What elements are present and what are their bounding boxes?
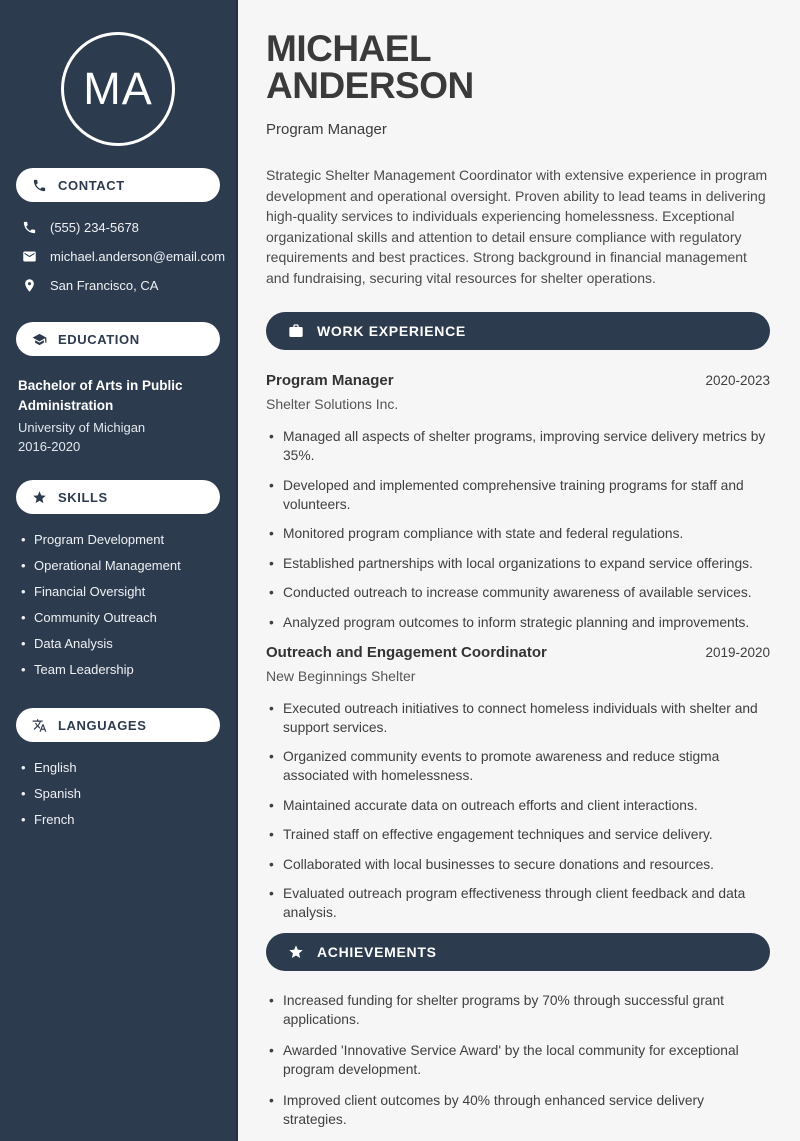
education-section-header: [16, 322, 220, 356]
contact-item-email: [16, 242, 226, 271]
job-header: [266, 372, 770, 389]
candidate-name: MICHAEL ANDERSON: [266, 28, 474, 106]
language-item: • English: [16, 754, 220, 780]
skills-list: [16, 526, 220, 682]
job-bullet: • Analyzed program outcomes to inform strategic planning and improvements.: [266, 613, 770, 632]
mail-icon: [22, 249, 37, 264]
contact-list: [16, 213, 226, 300]
skill-item: • Team Leadership: [16, 656, 220, 682]
achievement-bullet: • Awarded 'Innovative Service Award' by the local community for exceptional program development.: [266, 1041, 770, 1079]
job-bullet: • Monitored program compliance with state and federal regulations.: [266, 524, 770, 543]
graduation-cap-icon: [32, 332, 47, 347]
languages-section-title: LANGUAGES: [58, 717, 147, 733]
job-dates: 2020-2023: [705, 373, 770, 388]
avatar-initials: MA: [83, 63, 153, 114]
briefcase-icon: [288, 323, 304, 339]
job-bullet: • Managed all aspects of shelter programs, improving service delivery metrics by 35%.: [266, 427, 770, 465]
achievements-section-header: [266, 933, 770, 971]
job-title: Program Manager: [266, 372, 394, 389]
education-years: 2016-2020: [18, 439, 81, 454]
job-entry: [266, 644, 770, 923]
skill-item: • Community Outreach: [16, 604, 220, 630]
phone-icon: [32, 178, 47, 193]
translate-icon: [32, 718, 47, 733]
main-content: [238, 0, 800, 1141]
skill-item: • Operational Management: [16, 552, 220, 578]
achievement-bullet: • Increased funding for shelter programs by 70% through successful grant applications.: [266, 991, 770, 1029]
skills-section-header: [16, 480, 220, 514]
skill-item: • Data Analysis: [16, 630, 220, 656]
achievement-bullet: • Improved client outcomes by 40% through enhanced service delivery strategies.: [266, 1091, 770, 1129]
education-entry: [16, 376, 220, 454]
contact-email-text: michael.anderson@email.com: [50, 249, 226, 264]
contact-location-text: San Francisco, CA: [50, 278, 159, 293]
education-degree: Bachelor of Arts in Public Administration: [18, 378, 183, 413]
job-bullet: • Maintained accurate data on outreach efforts and client interactions.: [266, 796, 770, 815]
job-bullet: • Established partnerships with local organizations to expand service offerings.: [266, 554, 770, 573]
achievements-section-title: ACHIEVEMENTS: [317, 943, 437, 960]
candidate-job-title: Program Manager: [266, 121, 387, 138]
skill-item: • Financial Oversight: [16, 578, 220, 604]
contact-phone-text: (555) 234-5678: [50, 220, 139, 235]
phone-icon: [22, 220, 37, 235]
sidebar: [0, 0, 238, 1141]
contact-item-phone: [16, 213, 220, 242]
job-bullet: • Trained staff on effective engagement techniques and service delivery.: [266, 825, 770, 844]
location-pin-icon: [22, 278, 37, 293]
job-bullet: • Executed outreach initiatives to connect homeless individuals with shelter and support services.: [266, 699, 770, 737]
job-bullet-list: [266, 427, 770, 632]
job-header: [266, 644, 770, 661]
contact-section-header: [16, 168, 220, 202]
job-title: Outreach and Engagement Coordinator: [266, 643, 547, 661]
languages-list: [16, 754, 220, 832]
skills-section-title: SKILLS: [58, 489, 108, 505]
job-entry: [266, 372, 770, 632]
job-bullet: • Conducted outreach to increase community awareness of available services.: [266, 583, 770, 602]
contact-section-title: CONTACT: [58, 177, 125, 193]
job-bullet: • Developed and implemented comprehensive training programs for staff and volunteers.: [266, 476, 770, 514]
education-school: University of Michigan: [18, 420, 146, 435]
job-bullet: • Organized community events to promote awareness and reduce stigma associated with homelessness.: [266, 747, 770, 785]
avatar: [61, 32, 175, 146]
job-bullet: • Evaluated outreach program effectiveness through client feedback and data analysis.: [266, 884, 770, 922]
achievements-list: [266, 991, 770, 1129]
star-icon: [288, 944, 304, 960]
work-experience-section-header: [266, 312, 770, 350]
work-experience-section-title: WORK EXPERIENCE: [317, 323, 466, 339]
education-section-title: EDUCATION: [58, 331, 140, 347]
summary-paragraph: Strategic Shelter Management Coordinator with extensive experience in program development and operational oversight. Proven ability to lead teams in delivering high-quality services to individuals experiencing homelessness. Exceptional organizational skills and attention to detail ensure compliance with regulatory requirements and best practices. Strong background in financial management and fundraising, securing vital resources for shelter operations.: [266, 167, 768, 286]
languages-section-header: [16, 708, 220, 742]
job-company: New Beginnings Shelter: [266, 667, 416, 684]
job-company: Shelter Solutions Inc.: [266, 396, 399, 412]
skill-item: • Program Development: [16, 526, 220, 552]
language-item: • French: [16, 806, 220, 832]
job-bullet: • Collaborated with local businesses to secure donations and resources.: [266, 855, 770, 874]
language-item: • Spanish: [16, 780, 220, 806]
contact-item-location: [16, 271, 220, 300]
job-bullet-list: [266, 699, 770, 923]
star-icon: [32, 490, 47, 505]
job-dates: 2019-2020: [705, 644, 770, 660]
